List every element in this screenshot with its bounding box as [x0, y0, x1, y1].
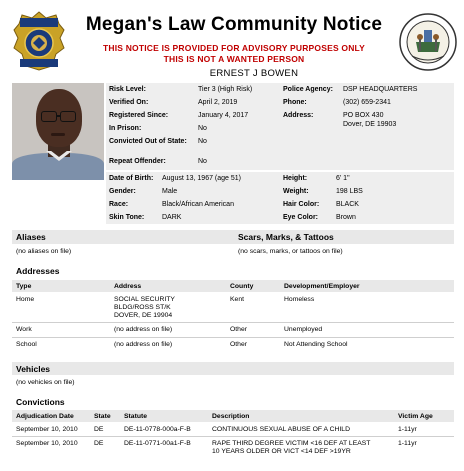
- conviction-state: DE: [94, 440, 104, 447]
- addresses-col-county: County: [230, 283, 254, 290]
- eye-color-value: Brown: [336, 214, 356, 221]
- conviction-description: CONTINUOUS SEXUAL ABUSE OF A CHILD: [212, 426, 350, 433]
- advisory-notice: THIS NOTICE IS PROVIDED FOR ADVISORY PURPOSES ONLY: [102, 43, 366, 53]
- offender-name: ERNEST J BOWEN: [209, 68, 299, 79]
- notice-header: [0, 0, 464, 82]
- weight-label: Weight:: [283, 188, 309, 195]
- row-divider: [12, 337, 454, 338]
- height-label: Height:: [283, 175, 308, 182]
- address-line: (no address on file): [114, 326, 173, 333]
- verified-on-label: Verified On:: [109, 99, 149, 106]
- verified-on-value: April 2, 2019: [198, 99, 238, 106]
- address-line: DOVER, DE 19904: [114, 312, 173, 319]
- convictions-col-state: State: [94, 413, 111, 420]
- address-line: (no address on file): [114, 341, 173, 348]
- eye-color-label: Eye Color:: [283, 214, 319, 221]
- registered-since-value: January 4, 2017: [198, 112, 249, 119]
- conviction-date: September 10, 2010: [16, 426, 78, 433]
- hair-color-value: BLACK: [336, 201, 359, 208]
- convicted-out-of-state-value: No: [198, 138, 207, 145]
- marks-title: Scars, Marks, & Tattoos: [238, 232, 334, 242]
- risk-level-label: Risk Level:: [109, 86, 146, 93]
- aliases-header-bar: [12, 230, 454, 244]
- phone-value: (302) 659-2341: [343, 99, 391, 106]
- phone-label: Phone:: [283, 99, 307, 106]
- in-prison-label: In Prison:: [109, 125, 142, 132]
- offender-photo: [12, 83, 104, 180]
- race-value: Black/African American: [162, 201, 234, 208]
- repeat-offender-label: Repeat Offender:: [109, 158, 166, 165]
- aliases-title: Aliases: [16, 232, 46, 242]
- addresses-col-address: Address: [114, 283, 142, 290]
- agency-address-line1: PO BOX 430: [343, 112, 384, 119]
- conviction-date: September 10, 2010: [16, 440, 78, 447]
- conviction-description: 10 YEARS OLDER OR VICT <14 DEF >19YR: [212, 448, 351, 455]
- convicted-out-of-state-label: Convicted Out of State:: [109, 138, 187, 145]
- address-type: Home: [16, 296, 35, 303]
- address-employer: Homeless: [284, 296, 315, 303]
- address-type: School: [16, 341, 37, 348]
- convictions-col-description: Description: [212, 413, 250, 420]
- physical-description-panel: [106, 172, 454, 224]
- agency-address-label: Address:: [283, 112, 314, 119]
- conviction-victim-age: 1-11yr: [398, 440, 417, 447]
- convictions-col-statute: Statute: [124, 413, 148, 420]
- gender-value: Male: [162, 188, 178, 195]
- police-agency-value: DSP HEADQUARTERS: [343, 86, 418, 93]
- address-county: Other: [230, 326, 247, 333]
- in-prison-value: No: [198, 125, 207, 132]
- repeat-offender-value: No: [198, 158, 207, 165]
- delaware-state-police-badge-icon: [12, 10, 66, 72]
- addresses-title: Addresses: [16, 266, 60, 276]
- vehicles-title: Vehicles: [16, 364, 51, 374]
- convictions-col-victim-age: Victim Age: [398, 413, 433, 420]
- row-divider: [12, 322, 454, 323]
- race-label: Race:: [109, 201, 129, 208]
- agency-address-line2: Dover, DE 19903: [343, 121, 397, 128]
- address-line: SOCIAL SECURITY: [114, 296, 175, 303]
- delaware-state-seal-icon: [398, 12, 458, 72]
- aliases-text: (no aliases on file): [16, 248, 72, 255]
- conviction-state: DE: [94, 426, 104, 433]
- hair-color-label: Hair Color:: [283, 201, 320, 208]
- dob-label: Date of Birth:: [109, 175, 154, 182]
- skin-tone-label: Skin Tone:: [109, 214, 145, 221]
- marks-text: (no scars, marks, or tattoos on file): [238, 248, 343, 255]
- gender-label: Gender:: [109, 188, 136, 195]
- address-county: Kent: [230, 296, 244, 303]
- not-wanted-notice: THIS IS NOT A WANTED PERSON: [163, 54, 305, 64]
- weight-value: 198 LBS: [336, 188, 363, 195]
- conviction-victim-age: 1-11yr: [398, 426, 417, 433]
- addresses-col-employer: Development/Employer: [284, 283, 360, 290]
- conviction-statute: DE-11-0778-000a-F-B: [124, 426, 191, 433]
- address-employer: Not Attending School: [284, 341, 348, 348]
- conviction-description: RAPE THIRD DEGREE VICTIM <16 DEF AT LEAST: [212, 440, 371, 447]
- convictions-title: Convictions: [16, 397, 65, 407]
- row-divider: [12, 436, 454, 437]
- address-line: BLDG/ROSS ST/K: [114, 304, 171, 311]
- addresses-col-type: Type: [16, 283, 32, 290]
- police-agency-label: Police Agency:: [283, 86, 333, 93]
- page-title: Megan's Law Community Notice: [85, 14, 383, 35]
- vehicles-text: (no vehicles on file): [16, 379, 75, 386]
- conviction-statute: DE-11-0771-00a1-F-B: [124, 440, 191, 447]
- address-employer: Unemployed: [284, 326, 323, 333]
- registered-since-label: Registered Since:: [109, 112, 169, 119]
- address-county: Other: [230, 341, 247, 348]
- dob-value: August 13, 1967 (age 51): [162, 175, 242, 182]
- height-value: 6' 1": [336, 175, 350, 182]
- address-type: Work: [16, 326, 32, 333]
- skin-tone-value: DARK: [162, 214, 182, 221]
- vehicles-header-bar: [12, 362, 454, 375]
- risk-level-value: Tier 3 (High Risk): [198, 86, 253, 93]
- convictions-col-date: Adjudication Date: [16, 413, 74, 420]
